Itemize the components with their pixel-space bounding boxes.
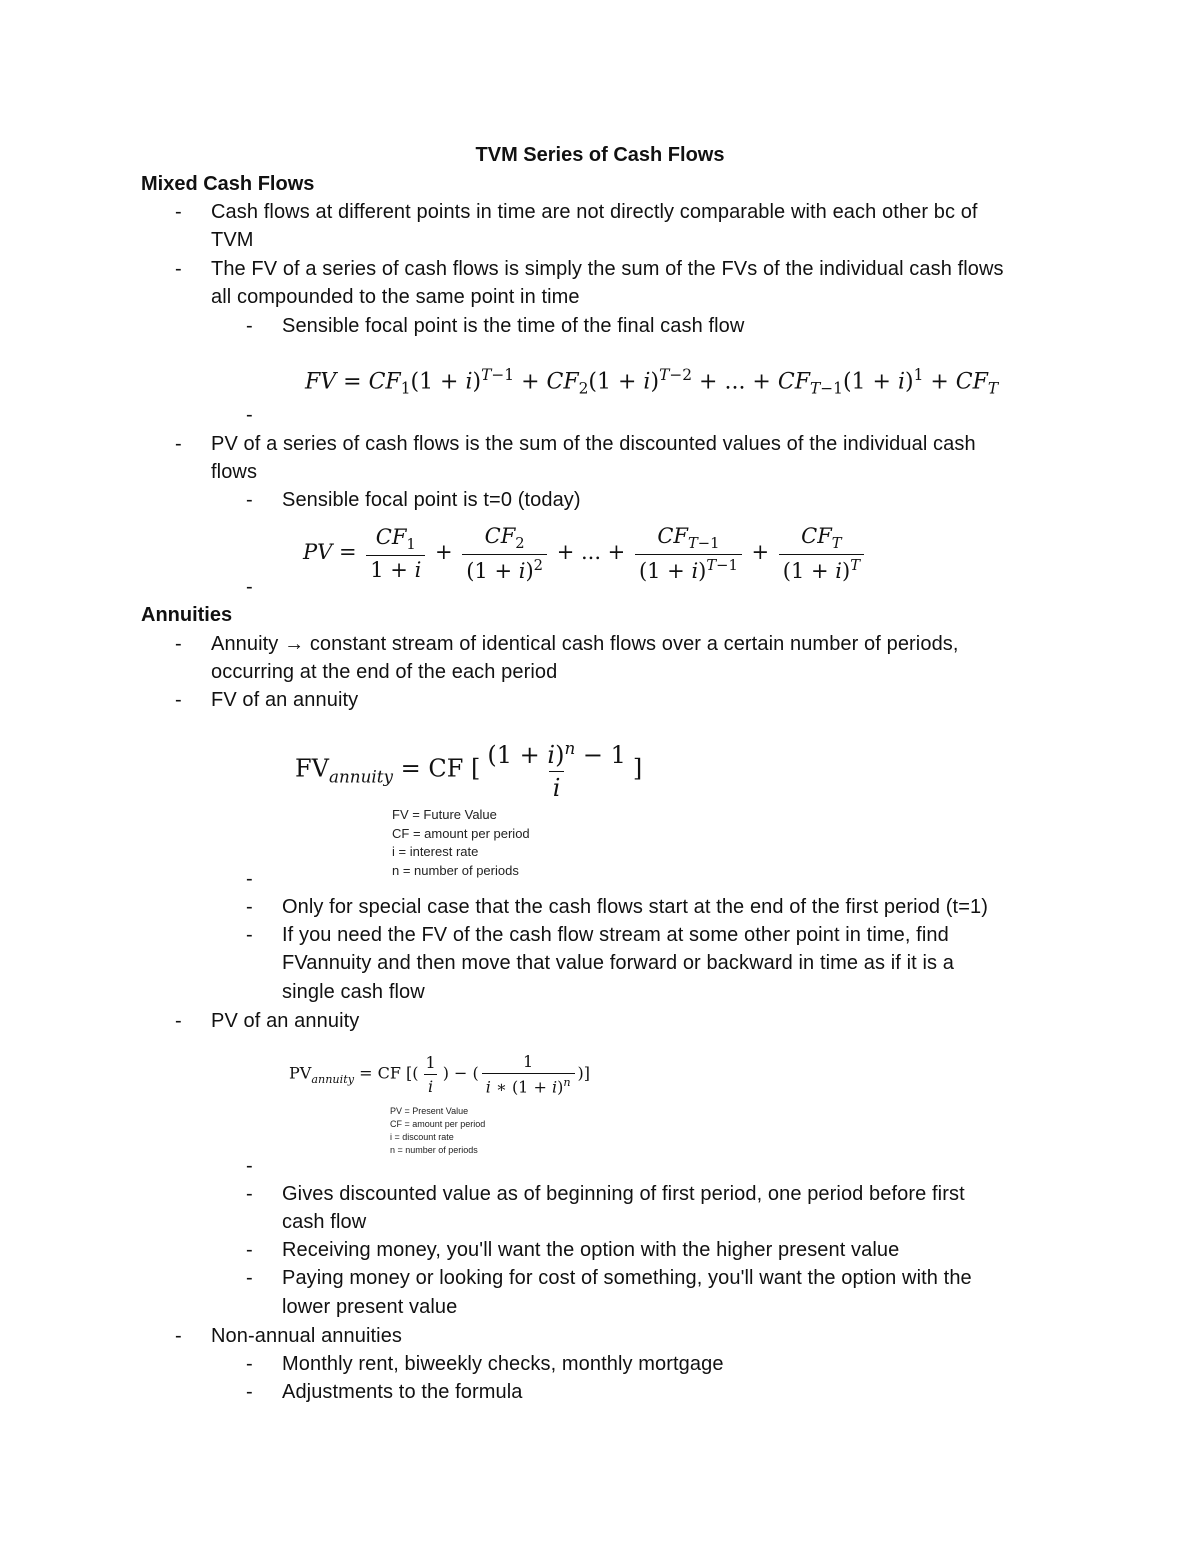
bullet-text: If you need the FV of the cash flow stream at some other point in time, find — [282, 924, 949, 946]
pv-series-formula: PV = $\frac{CF_1}{1 + i}$ + $\frac{CF_2}{(1 + i)^2}$ + ... + $\frac{CF_{T-1}}{(1 + i)^{T-1}}$ + $\frac{CF_T}{(1 + i)^T}$ — [303, 524, 867, 583]
bullet-text: cash flow — [282, 1211, 367, 1233]
bullet-dash: - — [246, 924, 253, 946]
bullet-dash: - — [175, 633, 182, 655]
bullet-text: single cash flow — [282, 981, 425, 1003]
bullet-dash: - — [246, 1239, 253, 1261]
section-heading-mixed: Mixed Cash Flows — [141, 173, 315, 195]
bullet-text: Non-annual annuities — [211, 1325, 403, 1347]
bullet-dash: - — [246, 1353, 253, 1375]
bullet-dash: - — [246, 1381, 253, 1403]
legend-line: n = number of periods — [392, 862, 519, 878]
bullet-dash: - — [175, 689, 182, 711]
bullet-text: Gives discounted value as of beginning of first period, one period before first — [282, 1183, 965, 1205]
fv-series-formula: FV = $CF_1(1 + i)^{T-1} + CF_2(1 + i)^{T-2}$ + ... + $CF_{T-1}(1 + i)^1 + CF_T$ — [305, 366, 999, 398]
legend-line: CF = amount per period — [390, 1119, 486, 1129]
bullet-dash: - — [175, 201, 182, 223]
fv-legend — [392, 806, 530, 880]
bullet-dash: - — [175, 1010, 182, 1032]
bullet-text: Cash flows at different points in time are not directly comparable with each other bc of — [211, 201, 978, 223]
pv-legend — [390, 1105, 485, 1157]
bullet-text: The FV of a series of cash flows is simply the sum of the FVs of the individual cash flows — [211, 258, 1004, 280]
bullet-text: Annuity → constant stream of identical cash flows over a certain number of periods, — [211, 633, 959, 655]
bullet-text: FV of an annuity — [211, 689, 359, 711]
legend-line: FV = Future Value — [392, 807, 497, 822]
legend-line: i = discount rate — [390, 1132, 454, 1142]
bullet-dash: - — [175, 433, 182, 455]
bullet-dash: - — [246, 1267, 253, 1289]
bullet-text: Only for special case that the cash flows start at the end of the first period (t=1) — [282, 896, 988, 918]
bullet-text: FVannuity and then move that value forward or backward in time as if it is a — [282, 952, 954, 974]
legend-line: n = number of periods — [390, 1145, 478, 1155]
bullet-text: Monthly rent, biweekly checks, monthly mortgage — [282, 1353, 724, 1375]
pv-annuity-formula: $PV_{annuity}$ = CF [( $\frac{1}{i}$ ) − ( $\frac{1}{i ∗ (1 + i)^n}$ )] — [289, 1052, 591, 1097]
legend-line: CF = amount per period — [392, 825, 530, 841]
bullet-text: occurring at the end of the each period — [211, 661, 558, 683]
fv-annuity-formula: $FV_{annuity}$ = CF [ $\frac{(1 + i)^n - 1}{i}$ ] — [295, 738, 643, 802]
bullet-dash: - — [246, 404, 253, 426]
bullet-text: Sensible focal point is the time of the final cash flow — [282, 315, 745, 337]
bullet-text: PV of a series of cash flows is the sum of the discounted values of the individual cash — [211, 433, 976, 455]
legend-line: PV = Present Value — [390, 1106, 469, 1116]
bullet-text: Adjustments to the formula — [282, 1381, 523, 1403]
bullet-dash: - — [246, 868, 253, 890]
bullet-dash: - — [246, 315, 253, 337]
bullet-text: flows — [211, 461, 258, 483]
bullet-text: PV of an annuity — [211, 1010, 360, 1032]
bullet-text: Receiving money, you'll want the option with the higher present value — [282, 1239, 900, 1261]
bullet-dash: - — [175, 1325, 182, 1347]
page-title: TVM Series of Cash Flows — [475, 144, 725, 166]
bullet-text: Sensible focal point is t=0 (today) — [282, 489, 581, 511]
bullet-dash: - — [175, 258, 182, 280]
bullet-text: all compounded to the same point in time — [211, 286, 580, 308]
bullet-dash: - — [246, 896, 253, 918]
bullet-dash: - — [246, 576, 253, 598]
bullet-dash: - — [246, 489, 253, 511]
bullet-dash: - — [246, 1155, 253, 1177]
section-heading-annuities: Annuities — [141, 604, 233, 626]
legend-line: i = interest rate — [392, 844, 479, 859]
bullet-dash: - — [246, 1183, 253, 1205]
bullet-text: Paying money or looking for cost of something, you'll want the option with the — [282, 1267, 972, 1289]
bullet-text: lower present value — [282, 1296, 458, 1318]
bullet-text: TVM — [211, 229, 254, 251]
